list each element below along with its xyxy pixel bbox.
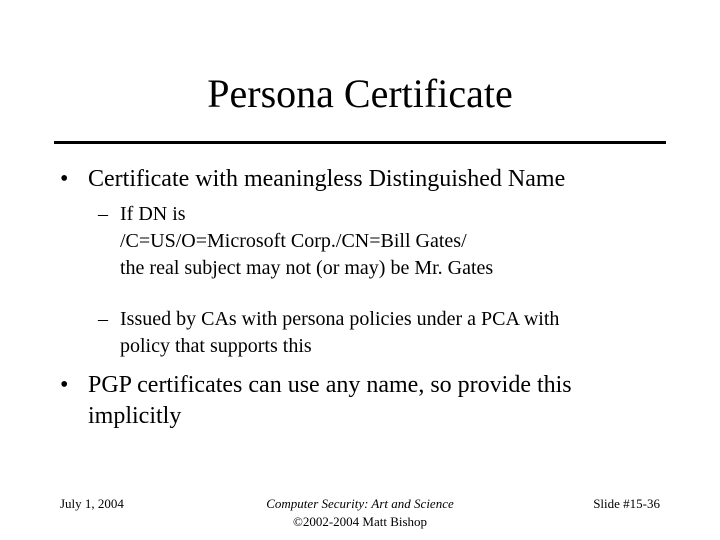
sub-bullet-text: /C=US/O=Microsoft Corp./CN=Bill Gates/	[120, 230, 467, 252]
bullet-text: PGP certificates can use any name, so provide this	[88, 372, 572, 398]
footer-copyright: ©2002-2004 Matt Bishop	[292, 514, 428, 529]
footer-date: July 1, 2004	[60, 496, 124, 511]
bullet-text: Certificate with meaningless Distinguished Name	[88, 166, 566, 192]
footer-book-title: Computer Security: Art and Science	[266, 496, 454, 511]
sub-bullet-text: If DN is	[120, 203, 186, 225]
sub-bullet-text: the real subject may not (or may) be Mr. Gates	[120, 257, 494, 279]
bullet-dot-icon: •	[60, 166, 69, 192]
footer-slide-number: Slide #15-36	[593, 496, 660, 511]
sub-bullet-text: policy that supports this	[120, 335, 312, 357]
bullet-text: implicitly	[88, 403, 182, 429]
bullet-dot-icon: •	[60, 372, 69, 398]
slide-title: Persona Certificate	[207, 71, 513, 116]
dash-icon: –	[98, 203, 108, 225]
footer-credits	[210, 495, 510, 531]
dash-icon: –	[98, 308, 108, 330]
title-underline	[54, 141, 666, 144]
sub-bullet-text: Issued by CAs with persona policies under a PCA with	[120, 308, 560, 330]
